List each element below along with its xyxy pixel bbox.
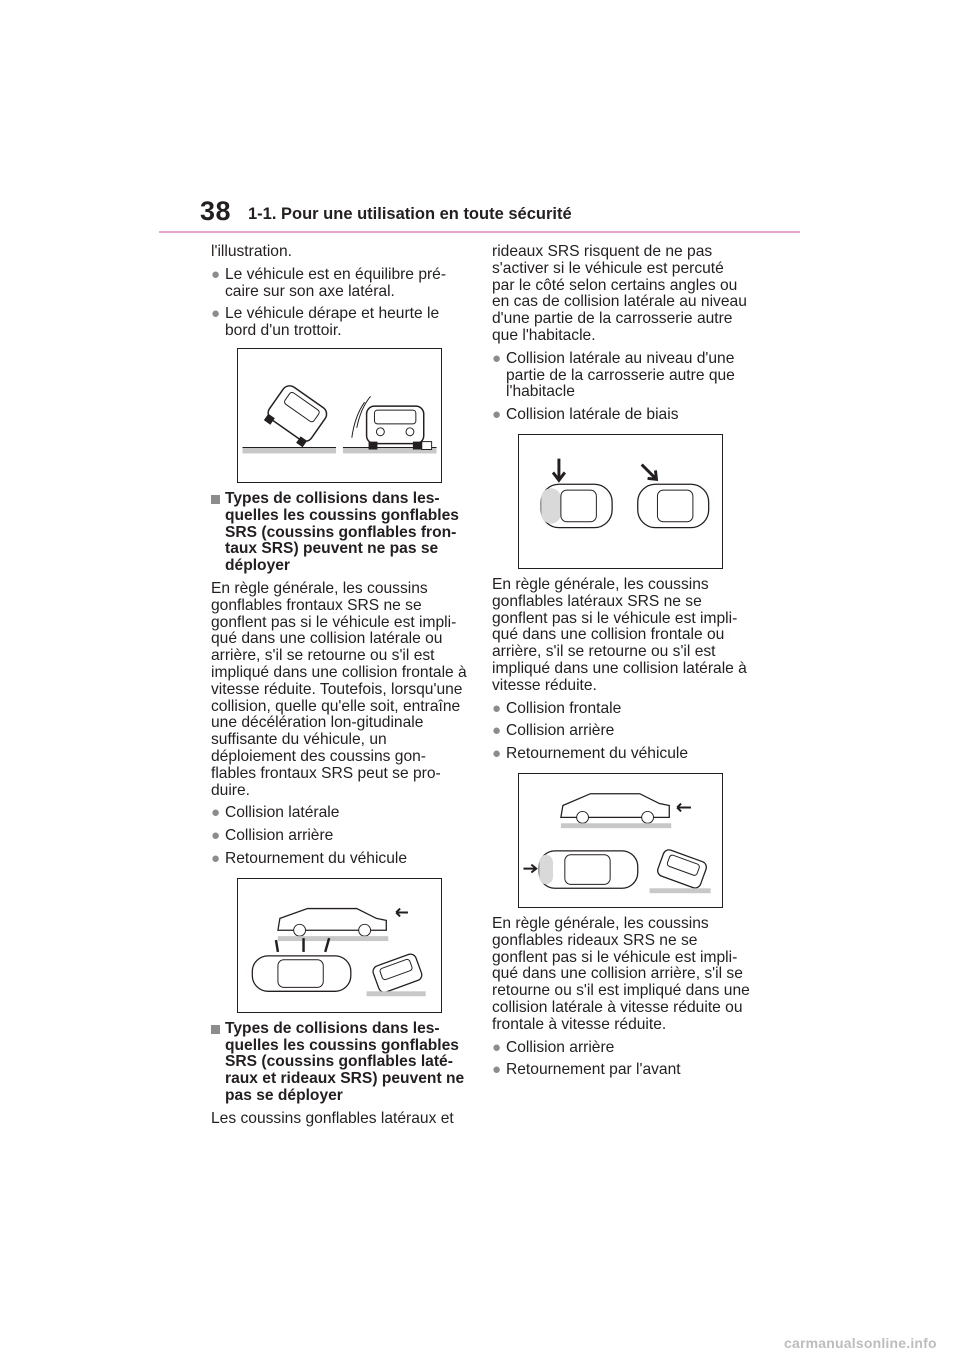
list-item-text: Collision latérale au niveau d'une partie de la carrosserie autre que l'habitacle xyxy=(506,349,735,401)
left-column xyxy=(211,244,469,1134)
section-title: 1-1. Pour une utilisation en toute sécurité xyxy=(248,205,572,223)
bullet-icon: ● xyxy=(211,827,221,845)
list-item-text: Collision arrière xyxy=(506,1038,615,1056)
top-view-car-icon xyxy=(541,484,612,527)
list-item xyxy=(211,267,469,301)
curb-icon xyxy=(422,442,432,450)
overturned-car-icon xyxy=(656,848,708,889)
illustration-side-exceptions xyxy=(518,434,723,569)
list-item-text: Retournement du véhicule xyxy=(506,745,689,763)
list-item-text: Le véhicule dérape et heurte le bord d'un trottoir. xyxy=(225,305,440,340)
list-item-text: Retournement par l'avant xyxy=(506,1061,681,1079)
header-rule xyxy=(159,231,800,233)
top-view-car-icon xyxy=(539,851,638,888)
list-item xyxy=(492,701,750,718)
curb-car-icon xyxy=(367,406,424,449)
bullet-icon: ● xyxy=(211,849,221,867)
list-item-text: Le véhicule est en équilibre pré-caire sur son axe latéral. xyxy=(225,265,447,300)
intro-text: l'illustration. xyxy=(211,243,292,260)
list-item-text: Retournement du véhicule xyxy=(225,849,408,867)
square-bullet-icon xyxy=(211,1025,220,1034)
list-item xyxy=(492,407,750,424)
illustration-rollover-curb xyxy=(237,348,442,483)
bullet-icon: ● xyxy=(492,406,502,424)
list-item xyxy=(492,1040,750,1057)
list-item xyxy=(211,828,469,845)
section-heading xyxy=(211,491,469,575)
page-header xyxy=(0,0,960,240)
list-item-text: Collision arrière xyxy=(506,722,615,740)
bullet-icon: ● xyxy=(492,699,502,717)
list-item xyxy=(492,351,750,401)
illustration-curtain-exceptions xyxy=(518,773,723,908)
list-item-text: Collision latérale de biais xyxy=(506,406,679,424)
ground-strip xyxy=(650,888,711,893)
curtain-exceptions-drawing xyxy=(519,774,722,907)
arrow-icon xyxy=(523,865,536,873)
body-paragraph: En règle générale, les coussins gonflables rideaux SRS ne se gonflent pas si le véhicule est impli-qué dans une collision arrière, s'il se retourne ou s'il est impliqué dans une collision latérale à vitesse réduite ou frontale à vitesse réduite. xyxy=(492,914,750,1033)
top-view-car-icon xyxy=(252,956,351,991)
list-item xyxy=(492,746,750,763)
list-item-text: Collision frontale xyxy=(506,699,622,717)
ground-strip xyxy=(367,991,426,996)
list-item-text: Collision latérale xyxy=(225,804,340,822)
top-view-car-icon xyxy=(638,484,709,527)
list-item xyxy=(211,851,469,868)
rollover-curb-drawing xyxy=(238,349,441,482)
body-paragraph: En règle générale, les coussins gonflables frontaux SRS ne se gonflent pas si le véhicule est impli-qué dans une collision latérale ou arrière, s'il se retourne ou s'il est impliqué dans une collision frontale à vitesse réduite. Toutefois, lorsqu'une collision, quelle qu'elle soit, entraîne une décélération lon-gitudinale suffisante du véhicule, un déploiement des coussins gon-flables frontaux SRS peut se pro-duire. xyxy=(211,579,467,799)
ground-strip xyxy=(278,936,388,941)
bullet-icon: ● xyxy=(211,265,221,283)
bullet-icon: ● xyxy=(211,305,221,323)
tilted-car-icon xyxy=(262,383,329,449)
list-item xyxy=(211,306,469,340)
list-item xyxy=(492,723,750,740)
bullet-icon: ● xyxy=(492,1061,502,1079)
ground-strip xyxy=(561,823,671,828)
body-paragraph: En règle générale, les coussins gonflables latéraux SRS ne se gonflent pas si le véhicule est impli-qué dans une collision frontale ou arrière, s'il se retourne ou s'il est impliqué dans une collision latérale à vitesse réduite. xyxy=(492,575,747,694)
side-view-car-icon xyxy=(278,908,386,936)
arrow-icon xyxy=(677,803,691,811)
section-heading xyxy=(211,1021,469,1105)
right-column xyxy=(492,244,750,1085)
frontal-exceptions-drawing xyxy=(238,879,441,1012)
bullet-icon: ● xyxy=(211,804,221,822)
heading-text: Types de collisions dans les-quelles les coussins gonflables SRS (coussins gonflables laté-raux et rideaux SRS) peuvent ne pas se déployer xyxy=(225,1019,465,1104)
bullet-icon: ● xyxy=(492,1038,502,1056)
arrow-icon xyxy=(553,459,565,481)
bullet-icon: ● xyxy=(492,722,502,740)
ground-strip xyxy=(242,448,336,454)
list-item xyxy=(492,1062,750,1079)
arrow-icon xyxy=(642,465,657,480)
list-item xyxy=(211,805,469,822)
page-number: 38 xyxy=(200,196,232,226)
body-paragraph: Les coussins gonflables latéraux et xyxy=(211,1109,454,1127)
illustration-frontal-exceptions xyxy=(237,878,442,1013)
square-bullet-icon xyxy=(211,495,220,504)
side-view-car-icon xyxy=(561,794,669,824)
arrow-icon xyxy=(276,940,278,952)
overturned-car-icon xyxy=(371,952,423,993)
watermark: carmanualsonline.info xyxy=(784,1335,937,1351)
bullet-icon: ● xyxy=(492,745,502,763)
heading-text: Types de collisions dans les-quelles les coussins gonflables SRS (coussins gonflables fron-taux SRS) peuvent ne pas se déployer xyxy=(225,489,459,575)
arrow-icon xyxy=(396,908,408,916)
side-exceptions-drawing xyxy=(519,435,722,568)
list-item-text: Collision arrière xyxy=(225,827,334,845)
body-paragraph: rideaux SRS risquent de ne pas s'activer si le véhicule est percuté par le côté selon certains angles ou en cas de collision latérale au niveau d'une partie de la carrosserie autre que l'habitacle. xyxy=(492,243,747,344)
bullet-icon: ● xyxy=(492,349,502,367)
